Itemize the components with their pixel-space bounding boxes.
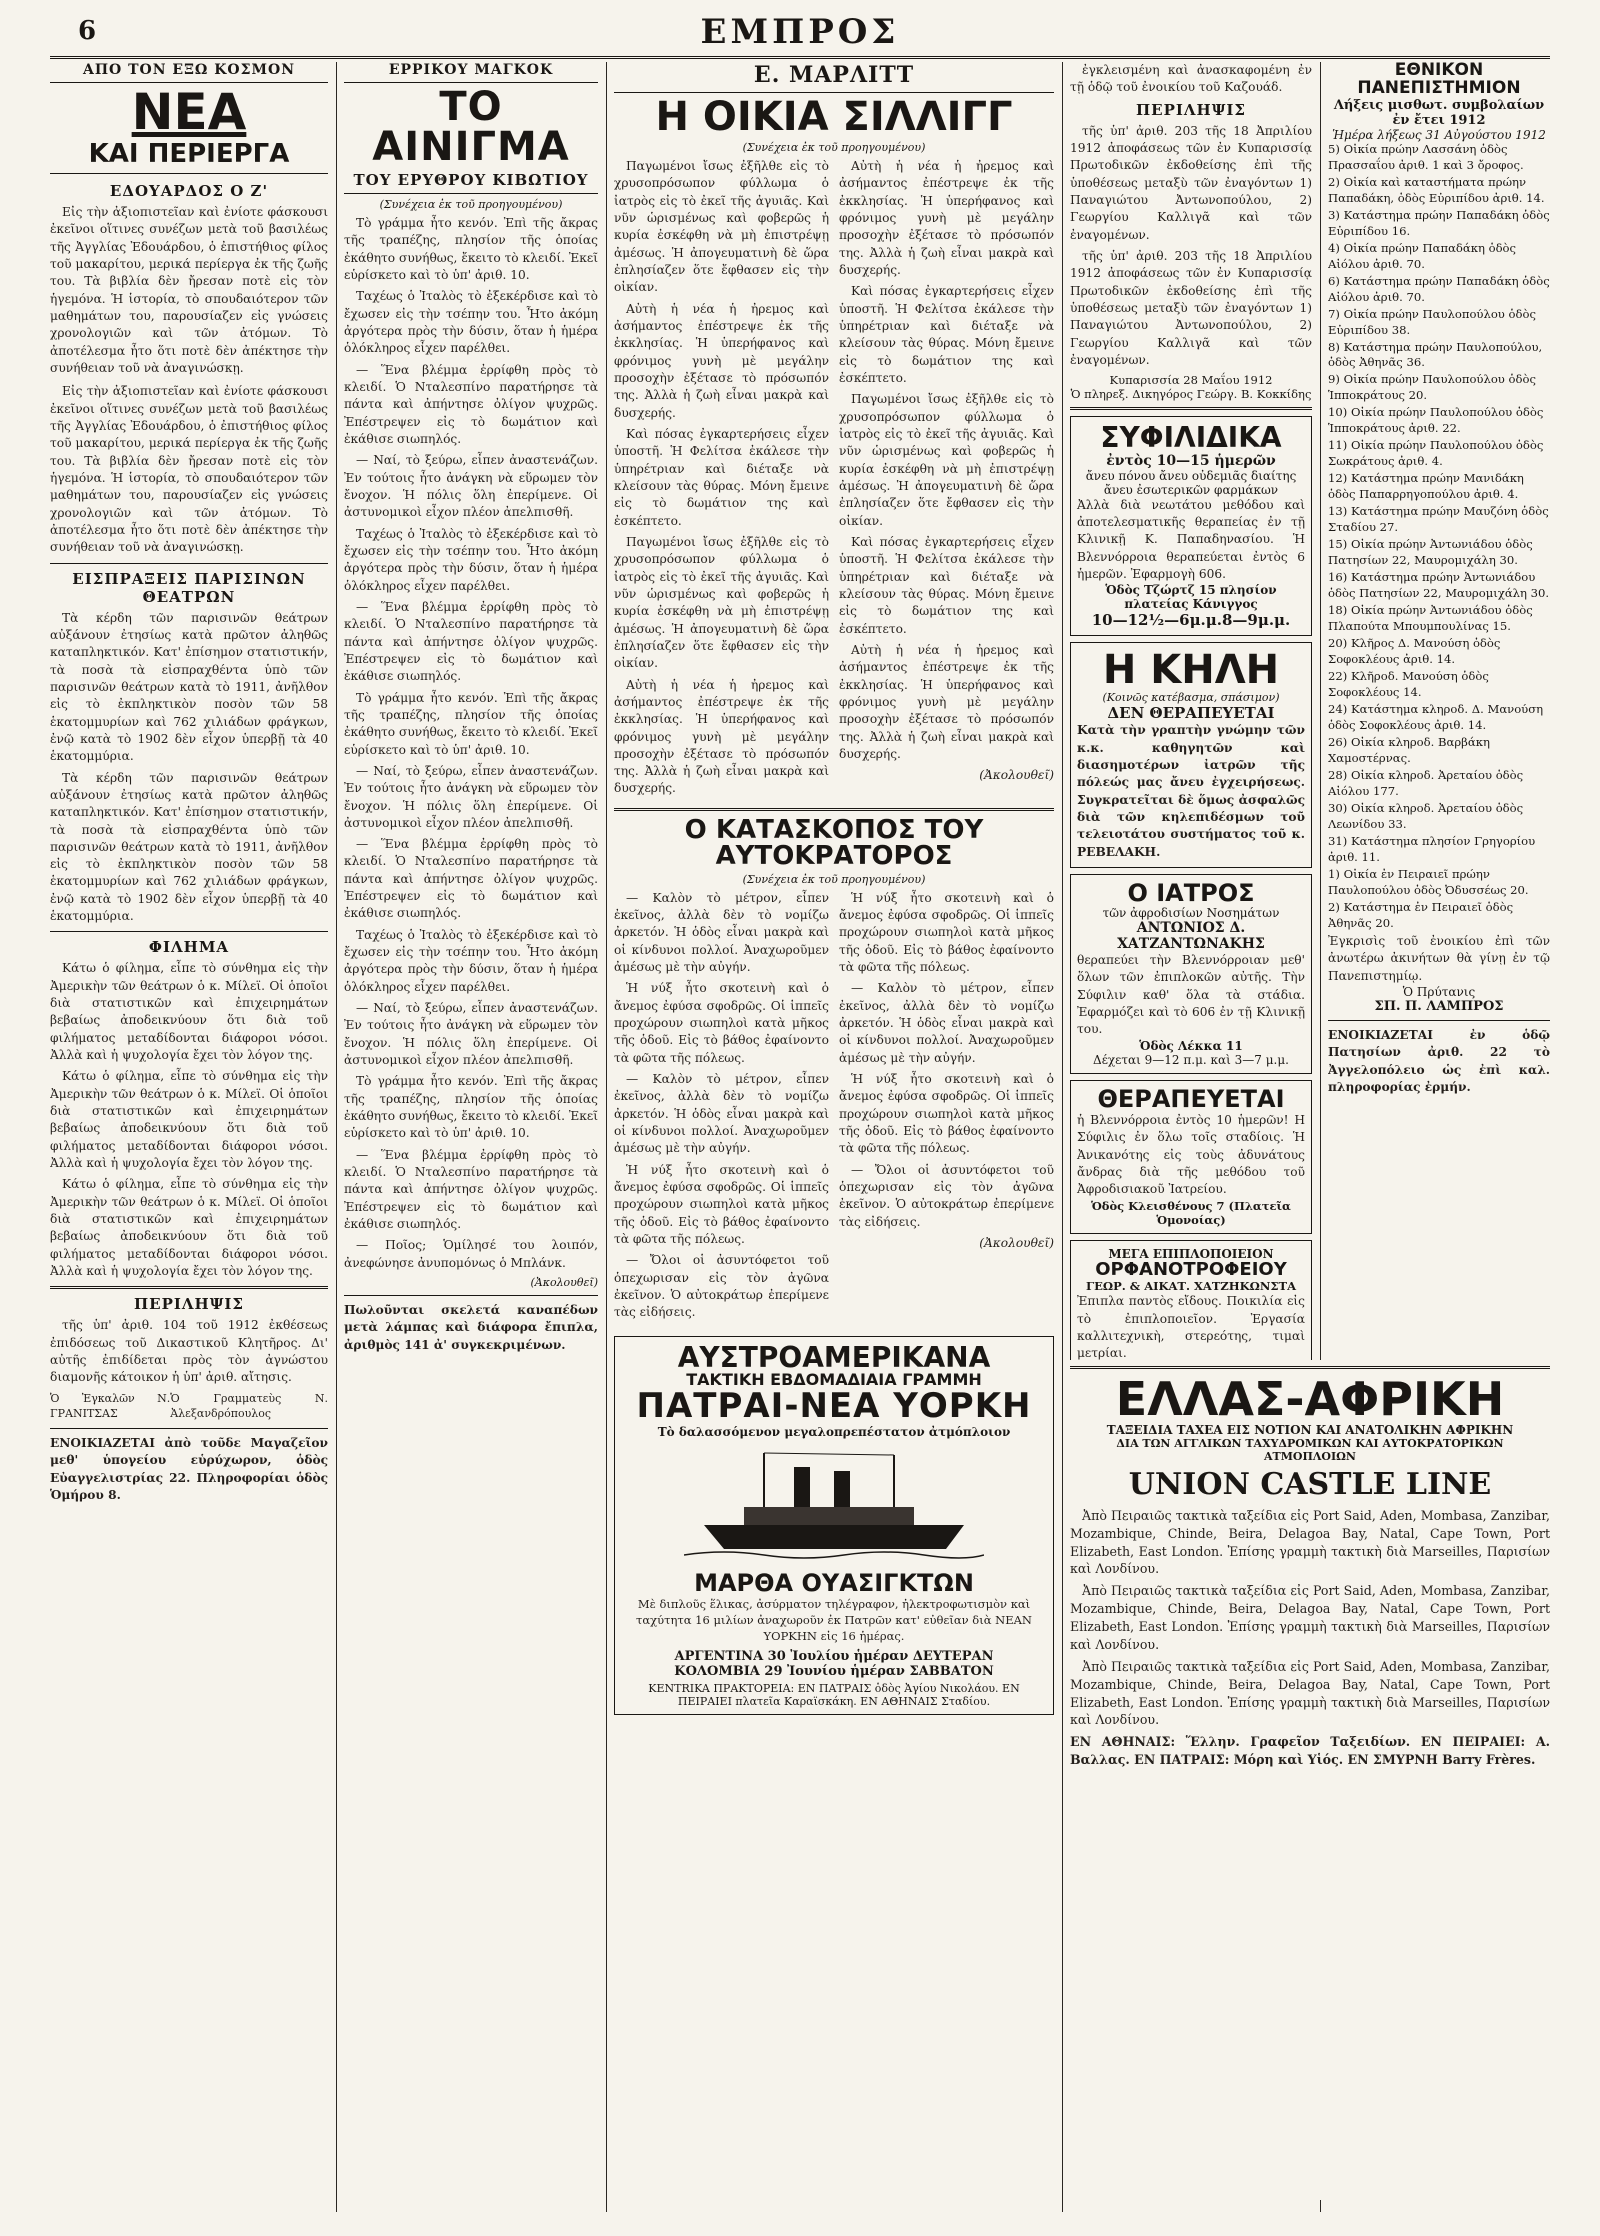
rent-notice: ΕΝΟΙΚΙΑΖΕΤΑΙ ἐν ὁδῷ Πατησίων ἀριθ. 22 τὸ Ἀγγελοπόλειο ὡς ἐπὶ καλ. πληροφορίας ἐρμήν. (1328, 1027, 1550, 1094)
lease-item: 7) Οἰκία πρώην Παυλοπούλου ὁδὸς Εὐριπίδου 38. (1328, 306, 1536, 337)
divider (344, 1295, 598, 1296)
column-serial-silligg (614, 62, 1054, 2212)
two-column-body (614, 890, 1054, 1326)
ad-agents: ΕΝ ΑΘΗΝΑΙΣ: Ἕλλην. Γραφεῖον Ταξειδίων. ΕΝ ΠΕΙΡΑΙΕΙ: Α. Βαλλας. ΕΝ ΠΑΤΡΑΙΣ: Μόρη καὶ Υἱός. ΕΝ ΣΜΥΡΝΗ Barry Frères. (1070, 1734, 1550, 1768)
ad-body: Ἐπιπλα παντὸς εἴδους. Ποικιλία εἰς τὸ ἐπιπλοποιεῖον. Ἐργασία καλλιτεχνικὴ, στερεότης, τιμαὶ μετρίαι. (1077, 1294, 1305, 1361)
to-be-continued: (Ἀκολουθεῖ) (979, 768, 1054, 783)
lease-item: 4) Οἰκία πρώην Παπαδάκη ὁδὸς Αἰόλου ἀριθ. 70. (1328, 240, 1517, 271)
lease-item: 6) Κατάστημα πρώην Παπαδάκη ὁδὸς Αἰόλου ἀριθ. 70. (1328, 273, 1550, 304)
ad-subtitle: (Κοινῶς κατέβασμα, σπάσιμον) (1102, 691, 1280, 705)
ad-austro-americana (614, 1336, 1054, 1715)
ad-cure (1070, 1080, 1312, 1234)
ad-body: Μὲ διπλοῦς ἕλικας, ἀσύρματον τηλέγραφον, ἠλεκτροφωτισμὸν καὶ ταχύτητα 16 μιλίων ἀναχωροῦν ἐκ Πατρῶν κατ' εὐθεῖαν διὰ ΝΕΑΝ ΥΟΡΚΗΝ εἰς 16 ἡμέρας. (636, 1596, 1032, 1644)
steamship-illustration (684, 1445, 984, 1565)
article-body: Τὰ κέρδη τῶν παρισινῶν θεάτρων αὐξάνουν ἐτησίως κατὰ πρῶτον ἀληθῶς καταπληκτικόν. Κατ' ἐπίσημον στατιστικήν, τὰ ποσὰ τὰ εἰσπραχθέντα ὑπὸ τῶν παρισινῶν θεάτρων κατὰ τὸ 1911, ἀνῆλθον εἰς τὸ ἐκπληκτικὸν ποσὸν τῶν 58 ἑκατομμυρίων καὶ 762 χιλιάδων φράγκων, ἐνῷ κατὰ τὸ 1902 δὲν εἶχον ὑπερβῇ τὰ 40 ἑκατομμύρια. (50, 610, 328, 764)
ad-title: ΘΕΡΑΠΕΥΕΤΑΙ (1097, 1084, 1285, 1113)
ad-doctor (1070, 874, 1312, 1074)
lease-item: 10) Οἰκία πρώην Παυλοπούλου ὁδὸς Ἱπποκράτους ἀριθ. 22. (1328, 405, 1544, 436)
lease-item: 8) Κατάστημα πρώην Παυλοπούλου, ὁδὸς Ἀθηνᾶς 36. (1328, 339, 1543, 370)
university-note: Ἐγκρισὶς τοῦ ἐνοικίου ἐπὶ τῶν ἀνωτέρω ἀκινήτων θὰ γίνῃ ἐν τῷ Πανεπιστημίῳ. (1328, 933, 1550, 983)
newspaper-name: ΕΜΠΡΟΣ (700, 12, 900, 52)
university-date: Ἡμέρα λήξεως 31 Αὐγούστου 1912 (1332, 127, 1546, 142)
lease-item: 28) Οἰκία κληροδ. Ἀρεταίου ὁδὸς Αἰόλου 177. (1328, 768, 1524, 799)
notice-body: τῆς ὑπ' ἀριθ. 203 τῆς 18 Ἀπριλίου 1912 ἀποφάσεως τῶν ἐν Κυπαρισσίᾳ Πρωτοδικῶν ἐκδοθείσης ἐπὶ τῆς ὑποθέσεως μεταξὺ τῶν ἐναγόντων 1) Παναγιώτου Ἀντωνοπούλου, 2) Γεωργίου Καλλιγᾶ καὶ τῶν ἐναγομένων. τῆς ὑπ' ἀριθ. 203 τῆς 18 Ἀπριλίου 1912 ἀποφάσεως τῶν ἐν Κυπαρισσίᾳ Πρωτοδικῶν ἐκδοθείσης ἐπὶ τῆς ὑποθέσεως μεταξὺ τῶν ἐναγόντων 1) Παναγιώτου Ἀντωνοπούλου, 2) Γεωργίου Καλλιγᾶ καὶ τῶν ἐναγομένων. (1070, 123, 1312, 367)
notice-top: ἐγκλεισμένη καὶ ἀνασκαφομένη ἐν τῇ ὁδῷ τοῦ ἐνοικίου τοῦ Καζουάδ. (1070, 63, 1312, 95)
ad-title: Η ΚΗΛΗ (1102, 647, 1280, 694)
doctor-name: ΑΝΤΩΝΙΟΣ Δ. ΧΑΤΖΑΝΤΩΝΑΚΗΣ (1117, 920, 1265, 953)
ad-title: Ο ΙΑΤΡΟΣ (1127, 878, 1255, 907)
lease-item: 2) Οἰκία καὶ καταστήματα πρώην Παπαδάκη, ὁδὸς Εὐριπίδου ἀριθ. 14. (1328, 174, 1545, 205)
article-body: Εἰς τὴν ἀξιοπιστεῖαν καὶ ἐνίοτε φάσκουσι ἐκεῖνοι οἵτινες συνέζων μετὰ τοῦ βασιλέως τῆς Ἀγγλίας Ἐδουάρδου, ὁ ἐπιστήθιος φίλος τοῦ μακαρίτου, μερικά περίεργα ἐκ τῆς ζωῆς του. Τὰ βιβλία δὲν ἤρεσαν ποτὲ εἰς τὸν ἡγεμόνα. Ἡ ἱστορία, τὸ σπουδαιότερον τῶν μαθημάτων του, παρουσίαζεν εἰς γνώσεις χρονολογιῶν καὶ τῶν ἀτόμων. Τὸ ἀποτέλεσμα ἦτο ὅτι ποτὲ δὲν ἀπέκτησε τὴν συνήθειαν τοῦ νὰ ἀναγινώσκῃ. (50, 205, 328, 375)
divider (1070, 1366, 1550, 1369)
ad-address: Ὁδὸς Τζώρτζ 15 πλησίον πλατείας Κάνιγγος (1105, 583, 1277, 612)
divider (1070, 407, 1312, 410)
ad-orphanage-furniture (1070, 1240, 1312, 1370)
serial-body-right: Αὐτὴ ἡ νέα ἡ ἠρεμος καὶ ἀσήμαντος ἐπέστρεψε ἐκ τῆς ἐκκλησίας. Ἡ ὑπερήφανος καὶ φρόνιμος γυνὴ μὲ μεγάλην προσοχὴν ἐξέτασε τὸ πρόσωπόν της. Ἀλλὰ ἡ ζωὴ εἶναι μακρὰ καὶ δυσχερής. Καὶ πόσας ἐγκαρτερήσεις εἶχεν ὑποστῆ. Ἡ Φελίτσα ἐκάλεσε τὴν ὑπηρέτριαν καὶ διέταξε νὰ κλείσουν τὰς θύρας. Μόνη ἔμεινε εἰς τὸ δωμάτιον της καὶ ἐσκέπτετο. Παγωμένοι ἴσως ἐξῆλθε εἰς τὸ χρυσοπρόσωπον φύλλωμα ὁ ἰατρὸς εἰς τὸ ἐκεῖ τῆς ἀγυιᾶς. Καὶ νῦν ὡρισμένως καὶ φοβερῶς ἡ κυρία ἐσκέφθη νὰ μὴ ἐπιστρέψῃ ἀμέσως. Ἡ ἀπογευματινὴ δὲ ὥρα ἐπλησίαζεν ὅτε ἔφθασεν εἰς τὴν οἰκίαν. Καὶ πόσας ἐγκαρτερήσεις εἶχεν ὑποστῆ. Ἡ Φελίτσα ἐκάλεσε τὴν ὑπηρέτριαν καὶ διέταξε νὰ κλείσουν τὰς θύρας. Μόνη ἔμεινε εἰς τὸ δωμάτιον της καὶ ἐσκέπτετο. Αὐτὴ ἡ νέα ἡ ἠρεμος καὶ ἀσήμαντος ἐπέστρεψε ἐκ τῆς ἐκκλησίας. Ἡ ὑπερήφανος καὶ φρόνιμος γυνὴ μὲ μεγάλην προσοχὴν ἐξέτασε τὸ πρόσωπόν της. Ἀλλὰ ἡ ζωὴ εἶναι μακρὰ καὶ δυσχερής. (Ἀκολουθεῖ) (839, 158, 1054, 802)
lease-item: 31) Κατάστημα πλησίον Γρηγορίου ἀριθ. 11. (1328, 834, 1536, 865)
departure-2: ΚΟΛΟΜΒΙΑ 29 Ἰουνίου ἡμέραν ΣΑΒΒΑΤΟΝ (674, 1663, 994, 1679)
lease-item: 20) Κλῆρος Δ. Μανούση ὁδὸς Σοφοκλέους ἀριθ. 14. (1328, 636, 1501, 667)
signature: Ὁ Ἐγκαλῶν Ν. ΓΡΑΝΙΤΣΑΣ (50, 1391, 171, 1421)
continued-note: (Συνέχεια ἐκ τοῦ προηγουμένου) (742, 872, 926, 886)
continued-note: (Συνέχεια ἐκ τοῦ προηγουμένου) (379, 198, 563, 211)
ad-hours: 10—12½—6μ.μ.8—9μ.μ. (1091, 611, 1291, 630)
serial-body: Τὸ γράμμα ἦτο κενόν. Ἐπὶ τῆς ἄκρας τῆς τραπέζης, πλησίον τῆς ὁποίας ἐκάθητο συνήθως, ἔκειτο τὸ κλειδί. Ἐκεῖ εὑρίσκετο καὶ τὸ ὑπ' ἀριθ. 10. Ταχέως ὁ Ἰταλὸς τὸ ἐξεκέρδισε καὶ τὸ ἔχωσεν εἰς τὴν τσέπην του. Ἦτο ἀκόμη ἀργότερα πρὸς τὴν δύσιν, ὅταν ἡ ἡμέρα ὁλόκληρος εἶχεν παρέλθει. — Ἕνα βλέμμα ἐρρίφθη πρὸς τὸ κλειδί. Ὁ Νταλεσπίνο παρατήρησε τὰ πάντα καὶ ἀπήντησε ὀλίγον ψυχρῶς. Ἐπέστρεψεν εἰς τὸ δωμάτιον καὶ ἐκάθισε σιωπηλός. — Ναί, τὸ ξεύρω, εἶπεν ἀναστενάζων. Ἐν τούτοις ἦτο ἀνάγκη νὰ εὕρωμεν τὸν ἔνοχον. Ἡ πόλις ὅλη ἐπερίμενε. Οἱ ἀστυνομικοὶ εἶχον πλέον ἀπελπισθῆ. Ταχέως ὁ Ἰταλὸς τὸ ἐξεκέρδισε καὶ τὸ ἔχωσεν εἰς τὴν τσέπην του. Ἦτο ἀκόμη ἀργότερα πρὸς τὴν δύσιν, ὅταν ἡ ἡμέρα ὁλόκληρος εἶχεν παρέλθει. — Ἕνα βλέμμα ἐρρίφθη πρὸς τὸ κλειδί. Ὁ Νταλεσπίνο παρατήρησε τὰ πάντα καὶ ἀπήντησε ὀλίγον ψυχρῶς. Ἐπέστρεψεν εἰς τὸ δωμάτιον καὶ ἐκάθισε σιωπηλός. Τὸ γράμμα ἦτο κενόν. Ἐπὶ τῆς ἄκρας τῆς τραπέζης, πλησίον τῆς ὁποίας ἐκάθητο συνήθως, ἔκειτο τὸ κλειδί. Ἐκεῖ εὑρίσκετο καὶ τὸ ὑπ' ἀριθ. 10. — Ναί, τὸ ξεύρω, εἶπεν ἀναστενάζων. Ἐν τούτοις ἦτο ἀνάγκη νὰ εὕρωμεν τὸν ἔνοχον. Ἡ πόλις ὅλη ἐπερίμενε. Οἱ ἀστυνομικοὶ εἶχον πλέον ἀπελπισθῆ. — Ἕνα βλέμμα ἐρρίφθη πρὸς τὸ κλειδί. Ὁ Νταλεσπίνο παρατήρησε τὰ πάντα καὶ ἀπήντησε ὀλίγον ψυχρῶς. Ἐπέστρεψεν εἰς τὸ δωμάτιον καὶ ἐκάθισε σιωπηλός. Ταχέως ὁ Ἰταλὸς τὸ ἐξεκέρδισε καὶ τὸ ἔχωσεν εἰς τὴν τσέπην του. Ἦτο ἀκόμη ἀργότερα πρὸς τὴν δύσιν, ὅταν ἡ ἡμέρα ὁλόκληρος εἶχεν παρέλθει. — Ναί, τὸ ξεύρω, εἶπεν ἀναστενάζων. Ἐν τούτοις ἦτο ἀνάγκη νὰ εὕρωμεν τὸν ἔνοχον. Ἡ πόλις ὅλη ἐπερίμενε. Οἱ ἀστυνομικοὶ εἶχον πλέον ἀπελπισθῆ. Τὸ γράμμα ἦτο κενόν. Ἐπὶ τῆς ἄκρας τῆς τραπέζης, πλησίον τῆς ὁποίας ἐκάθητο συνήθως, ἔκειτο τὸ κλειδί. Ἐκεῖ εὑρίσκετο καὶ τὸ ὑπ' ἀριθ. 10. — Ἕνα βλέμμα ἐρρίφθη πρὸς τὸ κλειδί. Ὁ Νταλεσπίνο παρατήρησε τὰ πάντα καὶ ἀπήντησε ὀλίγον ψυχρῶς. Ἐπέστρεψεν εἰς τὸ δωμάτιον καὶ ἐκάθισε σιωπηλός. — Ποῖος; Ὁμίλησέ του λοιπόν, ἀνεφώνησε ἀνυπομόνως ὁ Μπλάνκ. (344, 216, 598, 1270)
notice-date: Κυπαρισσία 28 Μαΐου 1912 (1109, 373, 1273, 388)
divider (1328, 1020, 1550, 1021)
shipping-line-name: UNION CASTLE LINE (1128, 1467, 1492, 1503)
lease-item: 13) Κατάστημα πρώην Μαυζόνη ὁδὸς Σταδίου 27. (1328, 504, 1549, 535)
article-title: ΕΔΟΥΑΡΔΟΣ Ο Ζ' (109, 182, 269, 200)
article-body: Κάτω ὁ φίλημα, εἶπε τὸ σύνθημα εἰς τὴν Ἀμερικὴν τῶν θεάτρων ὁ κ. Μίλεϊ. Οἱ ὁποῖοι διὰ στατιστικῶν καὶ ἐπιχειρημάτων βεβαίως ἀποδεικνύουν ὅτι διὰ τοῦ φιλήματος μεταδίδονται διάφοροι νόσοι. Ἀλλὰ καὶ ἡ ψυχολογία ἔχει τὸν λόγον της. (50, 961, 328, 1063)
serial-body-left: — Καλὸν τὸ μέτρον, εἶπεν ἐκεῖνος, ἀλλὰ δὲν τὸ νομίζω ἀρκετόν. Ἡ ὁδὸς εἶναι μακρὰ καὶ οἱ κίνδυνοι πολλοί. Ἀναχωροῦμεν ἀμέσως μὲ τὴν αὐγήν. Ἡ νύξ ἦτο σκοτεινὴ καὶ ὁ ἄνεμος ἐφύσα σφοδρῶς. Οἱ ἱππεῖς προχώρουν σιωπηλοὶ κατὰ μῆκος τῆς ὁδοῦ. Εἰς τὸ βάθος ἐφαίνοντο τὰ φῶτα τῆς πόλεως. — Καλὸν τὸ μέτρον, εἶπεν ἐκεῖνος, ἀλλὰ δὲν τὸ νομίζω ἀρκετόν. Ἡ ὁδὸς εἶναι μακρὰ καὶ οἱ κίνδυνοι πολλοί. Ἀναχωροῦμεν ἀμέσως μὲ τὴν αὐγήν. Ἡ νύξ ἦτο σκοτεινὴ καὶ ὁ ἄνεμος ἐφύσα σφοδρῶς. Οἱ ἱππεῖς προχώρουν σιωπηλοὶ κατὰ μῆκος τῆς ὁδοῦ. Εἰς τὸ βάθος ἐφαίνοντο τὰ φῶτα τῆς πόλεως. — Ὄλοι οἱ ἀσυντόφετοι τοῦ ὁπεχωρισαν εἰς τὸν ἀγῶνα ἐκεῖνον. Ὁ αὐτοκράτωρ ἐπερίμενε τὰς εἰδήσεις. (614, 890, 829, 1320)
lease-item: 12) Κατάστημα πρώην Μανιδάκη ὁδὸς Παπαρρηγοπούλου ἀριθ. 4. (1328, 471, 1524, 502)
ad-kicker: ΜΕΓΑ ΕΠΙΠΛΟΠΟΙΕΙΟΝ (1108, 1246, 1274, 1261)
notice-body: τῆς ὑπ' ἀριθ. 104 τοῦ 1912 ἐκθέσεως ἐπιδόσεως τοῦ Δικαστικοῦ Κλητῆρος. Δι' αὐτῆς ἐπιδίδεται πρὸς τὸν ἀγνώστου διαμονῆς κάτοικον ἡ ὑπ' ἀριθ. αἴτησις. (50, 1318, 328, 1385)
section-kicker: ΑΠΟ ΤΟΝ ΕΞΩ ΚΟΣΜΟΝ (50, 62, 328, 83)
lease-item: 9) Οἰκία πρώην Παυλοπούλου ὁδὸς Ἱπποκράτους 20. (1328, 372, 1536, 403)
ad-tagline: Τὸ δαλασσόμενον μεγαλοπρεπέστατον ἀτμόπλοιον (657, 1424, 1011, 1439)
column-university (1328, 62, 1550, 1352)
ad-ellas-africa (1070, 1360, 1550, 2200)
ad-body: Ἀλλὰ διὰ νεωτάτου μεθόδου καὶ ἀποτελεσματικῆς θεραπείας ἐν τῇ Κλινικῇ Κ. Παπαδηνασίου. Ἡ Βλεννόρροια θεραπεύεται ἐντὸς 6 ἡμερῶν. Ἐφαρμογὴ 606. (1077, 497, 1305, 581)
divider (614, 808, 1054, 811)
lease-item: 1) Οἰκία ἐν Πειραιεῖ πρώην Παυλοπούλου ὁδὸς Ὀδυσσέως 20. (1328, 867, 1529, 897)
rent-notice: ΕΝΟΙΚΙΑΖΕΤΑΙ ἀπὸ τοῦδε Μαγαζεῖον μεθ' ὑπογείου εὑρύχωρον, ὁδὸς Εὐαγγελιστρίας 22. Πληροφορίαι ὁδὸς Ὁμήρου 8. (50, 1435, 328, 1502)
ad-line: ἐντὸς 10—15 ἡμερῶν (1106, 452, 1276, 469)
ad-agency: KENTRIKA ΠΡΑΚΤΟΡΕΙΑ: ΕΝ ΠΑΤΡΑΙΣ ὁδὸς Ἀγίου Νικολάου. ΕΝ ΠΕΙΡΑΙΕΙ πλατεῖα Καραϊσκάκη. ΕΝ ΑΘΗΝΑΙΣ Σταδίου. (648, 1681, 1020, 1708)
notice-title: ΠΕΡΙΛΗΨΙΣ (133, 1295, 245, 1314)
article-body: Κάτω ὁ φίλημα, εἶπε τὸ σύνθημα εἰς τὴν Ἀμερικὴν τῶν θεάτρων ὁ κ. Μίλεϊ. Οἱ ὁποῖοι διὰ στατιστικῶν καὶ ἐπιχειρημάτων βεβαίως ἀποδεικνύουν ὅτι διὰ τοῦ φιλήματος μεταδίδονται διάφοροι νόσοι. Ἀλλὰ καὶ ἡ ψυχολογία ἔχει τὸν λόγον της. (50, 1069, 328, 1171)
column-rule (336, 62, 337, 2212)
lease-item: 22) Κλῆροδ. Μανούση ὁδὸς Σοφοκλέους 14. (1328, 669, 1489, 700)
ad-address: Ὁδὸς Λέκκα 11 (1139, 1038, 1243, 1053)
ad-subtitle: ΔΙΑ ΤΩΝ ΑΓΓΛΙΚΩΝ ΤΑΧΥΔΡΟΜΙΚΩΝ ΚΑΙ ΑΥΤΟΚΡΑΤΟΡΙΚΩΝ ΑΤΜΟΠΛΟΙΩΝ (1116, 1437, 1504, 1464)
lease-item: 15) Οἰκία πρώην Ἀντωνιάδου ὁδὸς Πατησίων 22, Μαυρομιχάλη 30. (1328, 537, 1533, 568)
ad-line: ΔΕΝ ΘΕΡΑΠΕΥΕΤΑΙ (1107, 704, 1275, 723)
ad-line: ἄνευ πόνου ἄνευ οὐδεμιᾶς διαίτης ἄνευ ἐσωτερικῶν φαρμάκων (1085, 468, 1297, 497)
ad-subtitle: ΤΑΞΕΙΔΙΑ ΤΑΧΕΑ ΕΙΣ ΝΟΤΙΟΝ ΚΑΙ ΑΝΑΤΟΛΙΚΗΝ ΑΦΡΙΚΗΝ (1106, 1423, 1514, 1438)
ad-syphilis (1070, 416, 1312, 636)
page-number: 6 (78, 16, 97, 46)
article-title: ΦΙΛΗΜΑ (148, 938, 230, 957)
signature-title: Ὁ Πρύτανις (1402, 984, 1476, 999)
masthead (50, 10, 1550, 59)
ad-route: ΠΑΤΡΑΙ-ΝΕΑ ΥΟΡΚΗ (636, 1385, 1032, 1426)
ad-hours: Δέχεται 9—12 π.μ. καὶ 3—7 μ.μ. (1093, 1052, 1289, 1067)
author-kicker: ΕΡΡΙΚΟΥ ΜΑΓΚΟΚ (344, 62, 598, 83)
ad-title: ΑΥΣΤΡΟΑΜΕΡΙΚΑΝΑ (677, 1340, 991, 1374)
signature: Ὁ Γραμματεὺς Ν. Ἀλεξανδρόπουλος (170, 1391, 328, 1421)
lease-item: 5) Οἰκία πρώην Λασσάνη ὁδὸς Πρασσαΐου ἀριθ. 1 καὶ 3 ὄροφος. (1328, 141, 1524, 172)
ad-body: Ἀπὸ Πειραιῶς τακτικὰ ταξείδια εἰς Port Said, Aden, Mombasa, Zanzibar, Mozambique, Chinde, Beira, Delagoa Bay, Natal, Cape Town, Port Elizabeth, East London. Ἐπίσης γραμμὴ τακτικὴ διὰ Marseilles, Παρισίων καὶ Λονδίνου. Ἀπὸ Πειραιῶς τακτικὰ ταξείδια εἰς Port Said, Aden, Mombasa, Zanzibar, Mozambique, Chinde, Beira, Delagoa Bay, Natal, Cape Town, Port Elizabeth, East London. Ἐπίσης γραμμὴ τακτικὴ διὰ Marseilles, Παρισίων καὶ Λονδίνου. Ἀπὸ Πειραιῶς τακτικὰ ταξείδια εἰς Port Said, Aden, Mombasa, Zanzibar, Mozambique, Chinde, Beira, Delagoa Bay, Natal, Cape Town, Port Elizabeth, East London. Ἐπίσης γραμμὴ τακτικὴ διὰ Marseilles, Παρισίων καὶ Λονδίνου. (1070, 1507, 1550, 1728)
university-subtitle: Λήξεις μισθωτ. συμβολαίων ἐν ἔτει 1912 (1333, 97, 1545, 128)
lease-item: 30) Οἰκία κληροδ. Ἀρεταίου ὁδὸς Λεωνίδου 33. (1328, 801, 1524, 832)
divider (50, 1428, 328, 1429)
ad-title: ΣΥΦΙΛΙΔΙΚΑ (1100, 421, 1282, 455)
ad-subtitle: τῶν ἀφροδισίων Νοσημάτων (1102, 906, 1280, 921)
ad-body: θεραπεύει τὴν Βλεννόρροιαν μεθ' ὅλων τῶν ἐπιπλοκῶν αὐτῆς. Τὴν Σύφιλιν καθ' ὅλα τὰ στάδια. Ἐφαρμόζει καὶ τὸ 606 ἐν τῇ Κλινικῇ του. (1077, 953, 1305, 1037)
ad-title: ΕΛΛΑΣ-ΑΦΡΙΚΗ (1115, 1372, 1505, 1426)
column-rule (606, 62, 607, 2212)
lease-item: 11) Οἰκία πρώην Παυλοπούλου ὁδὸς Σωκράτους ἀριθ. 4. (1328, 438, 1544, 469)
ad-body: ἡ Βλεννόρροια ἐντὸς 10 ἡμερῶν! Η Σύφιλις ἐν ὅλω τοῖς σταδίοις. Ἡ Ἀνικανότης εἰς τοὺς ἀδυνάτους ἄνδρας διὰ τῆς μεθόδου τοῦ Ἀφροδισιακοῦ Ἰατρείου. (1077, 1112, 1305, 1197)
headline-nea: ΝΕΑ (131, 83, 247, 141)
ad-title: ΟΡΦΑΝΟΤΡΟΦΕΙΟΥ (1095, 1258, 1287, 1280)
article-title: ΕΙΣΠΡΑΞΕΙΣ ΠΑΡΙΣΙΝΩΝ ΘΕΑΤΡΩΝ (72, 569, 306, 606)
signature-name: ΣΠ. Π. ΛΑΜΠΡΟΣ (1374, 998, 1504, 1014)
lease-item: 24) Κατάστημα κληροδ. Δ. Μανούση ὁδὸς Σοφοκλέους ἀριθ. 14. (1328, 702, 1544, 733)
lease-item: 18) Οἰκία πρώην Ἀντωνιάδου ὁδὸς Πλαπούτα Μπουμπουλίνας 15. (1328, 603, 1533, 634)
divider (50, 931, 328, 932)
column-serial-enigma (344, 62, 598, 2212)
article-body: Κάτω ὁ φίλημα, εἶπε τὸ σύνθημα εἰς τὴν Ἀμερικὴν τῶν θεάτρων ὁ κ. Μίλεϊ. Οἱ ὁποῖοι διὰ στατιστικῶν καὶ ἐπιχειρημάτων βεβαίως ἀποδεικνύουν ὅτι διὰ τοῦ φιλήματος μεταδίδονται διάφοροι νόσοι. Ἀλλὰ καὶ ἡ ψυχολογία ἔχει τὸν λόγον της. (50, 1177, 328, 1279)
continued-note: (Συνέχεια ἐκ τοῦ προηγουμένου) (742, 141, 926, 154)
lease-item: 16) Κατάστημα πρώην Ἀντωνιάδου ὁδὸς Πατησίων 22, Μαυρομιχάλη 30. (1328, 570, 1550, 601)
ship-name: ΜΑΡΘΑ ΟΥΑΣΙΓΚΤΩΝ (694, 1568, 974, 1597)
serial-title-spy: Ο ΚΑΤΑΣΚΟΠΟΣ ΤΟΥ ΑΥΤΟΚΡΑΤΟΡΟΣ (684, 814, 984, 871)
author-kicker: Ε. ΜΑΡΛΙΤΤ (614, 62, 1054, 93)
article-body: Εἰς τὴν ἀξιοπιστεῖαν καὶ ἐνίοτε φάσκουσι ἐκεῖνοι οἵτινες συνέζων μετὰ τοῦ βασιλέως τῆς Ἀγγλίας Ἐδουάρδου, ὁ ἐπιστήθιος φίλος τοῦ μακαρίτου, μερικά περίεργα ἐκ τῆς ζωῆς του. Τὰ βιβλία δὲν ἤρεσαν ποτὲ εἰς τὸν ἡγεμόνα. Ἡ ἱστορία, τὸ σπουδαιότερον τῶν μαθημάτων του, παρουσίαζεν εἰς γνώσεις χρονολογιῶν καὶ τῶν ἀτόμων. Τὸ ἀποτέλεσμα ἦτο ὅτι ποτὲ δὲν ἀπέκτησε τὴν συνήθειαν τοῦ νὰ ἀναγινώσκῃ. (50, 384, 328, 555)
divider (50, 1286, 328, 1289)
departure-1: ΑΡΓΕΝΤΙΝΑ 30 Ἰουλίου ἡμέραν ΔΕΥΤΕΡΑΝ (674, 1648, 994, 1664)
serial-subtitle: ΤΟΥ ΕΡΥΘΡΟΥ ΚΙΒΩΤΙΟΥ (344, 171, 598, 194)
to-be-continued: (Ἀκολουθεῖ) (979, 1236, 1054, 1251)
lease-item: 3) Κατάστημα πρώην Παπαδάκη ὁδὸς Εὐριπίδου 16. (1328, 207, 1550, 238)
ad-address: Ὁδὸς Κλεισθένους 7 (Πλατεῖα Ὁμονοίας) (1091, 1198, 1291, 1227)
ad-hernia (1070, 642, 1312, 868)
article-body: Τὰ κέρδη τῶν παρισινῶν θεάτρων αὐξάνουν ἐτησίως κατὰ πρῶτον ἀληθῶς καταπληκτικόν. Κατ' ἐπίσημον στατιστικήν, τὰ ποσὰ τὰ εἰσπραχθέντα ὑπὸ τῶν παρισινῶν θεάτρων κατὰ τὸ 1911, ἀνῆλθον εἰς τὸ ἐκπληκτικὸν ποσὸν τῶν 58 ἑκατομμυρίων καὶ 762 χιλιάδων φράγκων, ἐνῷ κατὰ τὸ 1902 δὲν εἶχον ὑπερβῇ τὰ 40 ἑκατομμύρια. (50, 770, 328, 924)
serial-title: Η ΟΙΚΙΑ ΣΙΛΛΙΓΓ (655, 94, 1013, 140)
serial-body-right: Ἡ νύξ ἦτο σκοτεινὴ καὶ ὁ ἄνεμος ἐφύσα σφοδρῶς. Οἱ ἱππεῖς προχώρουν σιωπηλοὶ κατὰ μῆκος τῆς ὁδοῦ. Εἰς τὸ βάθος ἐφαίνοντο τὰ φῶτα τῆς πόλεως. — Καλὸν τὸ μέτρον, εἶπεν ἐκεῖνος, ἀλλὰ δὲν τὸ νομίζω ἀρκετόν. Ἡ ὁδὸς εἶναι μακρὰ καὶ οἱ κίνδυνοι πολλοί. Ἀναχωροῦμεν ἀμέσως μὲ τὴν αὐγήν. Ἡ νύξ ἦτο σκοτεινὴ καὶ ὁ ἄνεμος ἐφύσα σφοδρῶς. Οἱ ἱππεῖς προχώρουν σιωπηλοὶ κατὰ μῆκος τῆς ὁδοῦ. Εἰς τὸ βάθος ἐφαίνοντο τὰ φῶτα τῆς πόλεως. — Ὄλοι οἱ ἀσυντόφετοι τοῦ ὁπεχωρισαν εἰς τὸν ἀγῶνα ἐκεῖνον. Ὁ αὐτοκράτωρ ἐπερίμενε τὰς εἰδήσεις. (Ἀκολουθεῖ) (839, 890, 1054, 1326)
subheadline: ΚΑΙ ΠΕΡΙΕΡΓΑ (50, 141, 328, 174)
divider (50, 563, 328, 564)
ad-subtitle: ΤΑΚΤΙΚΗ ΕΒΔΟΜΑΔΙΑΙΑ ΓΡΑΜΜΗ (686, 1370, 982, 1390)
notice-signatures (50, 1391, 328, 1422)
university-title: ΕΘΝΙΚΟΝ ΠΑΝΕΠΙΣΤΗΜΙΟΝ (1357, 62, 1521, 98)
to-be-continued: (Ἀκολουθεῖ) (530, 1276, 598, 1290)
ad-owner: ΓΕΩΡ. & ΑΙΚΑΤ. ΧΑΤΖΗΚΩΝΣΤΑ (1085, 1279, 1296, 1294)
sale-notice: Πωλοῦνται σκελετά καναπέδων μετὰ λάμπας καὶ διάφορα ἔπιπλα, ἀριθμὸς 141 ἀ' συγκεκριμένων. (344, 1303, 598, 1352)
lease-item: 26) Οἰκία κληροδ. Βαρβάκη Χαμοστέρνας. (1328, 735, 1490, 766)
ad-body: Κατὰ τὴν γραπτὴν γνώμην τῶν κ.κ. καθηγητῶν καὶ διασημοτέρων ἰατρῶν τῆς πόλεώς μας ἄνευ ἐγχειρήσεως. Συγκρατεῖται δὲ ὅμως ἀσφαλῶς διὰ τῶν κηλεπιδέσμων τοῦ τελειοτάτου συστήματος τοῦ κ. ΡΕΒΕΛΑΚΗ. (1077, 723, 1305, 859)
serial-body-left: Παγωμένοι ἴσως ἐξῆλθε εἰς τὸ χρυσοπρόσωπον φύλλωμα ὁ ἰατρὸς εἰς τὸ ἐκεῖ τῆς ἀγυιᾶς. Καὶ νῦν ὡρισμένως καὶ φοβερῶς ἡ κυρία ἐσκέφθη νὰ μὴ ἐπιστρέψῃ ἀμέσως. Ἡ ἀπογευματινὴ δὲ ὥρα ἐπλησίαζεν ὅτε ἔφθασεν εἰς τὴν οἰκίαν. Αὐτὴ ἡ νέα ἡ ἠρεμος καὶ ἀσήμαντος ἐπέστρεψε ἐκ τῆς ἐκκλησίας. Ἡ ὑπερήφανος καὶ φρόνιμος γυνὴ μὲ μεγάλην προσοχὴν ἐξέτασε τὸ πρόσωπόν της. Ἀλλὰ ἡ ζωὴ εἶναι μακρὰ καὶ δυσχερής. Καὶ πόσας ἐγκαρτερήσεις εἶχεν ὑποστῆ. Ἡ Φελίτσα ἐκάλεσε τὴν ὑπηρέτριαν καὶ διέταξε νὰ κλείσουν τὰς θύρας. Μόνη ἔμεινε εἰς τὸ δωμάτιον της καὶ ἐσκέπτετο. Παγωμένοι ἴσως ἐξῆλθε εἰς τὸ χρυσοπρόσωπον φύλλωμα ὁ ἰατρὸς εἰς τὸ ἐκεῖ τῆς ἀγυιᾶς. Καὶ νῦν ὡρισμένως καὶ φοβερῶς ἡ κυρία ἐσκέφθη νὰ μὴ ἐπιστρέψῃ ἀμέσως. Ἡ ἀπογευματινὴ δὲ ὥρα ἐπλησίαζεν ὅτε ἔφθασεν εἰς τὴν οἰκίαν. Αὐτὴ ἡ νέα ἡ ἠρεμος καὶ ἀσήμαντος ἐπέστρεψε ἐκ τῆς ἐκκλησίας. Ἡ ὑπερήφανος καὶ φρόνιμος γυνὴ μὲ μεγάλην προσοχὴν ἐξέτασε τὸ πρόσωπόν της. Ἀλλὰ ἡ ζωὴ εἶναι μακρὰ καὶ δυσχερής. (614, 159, 829, 796)
lease-list (1328, 142, 1550, 932)
column-rule (1062, 62, 1063, 2212)
two-column-body (614, 158, 1054, 802)
lease-item: 2) Κατάστημα ἐν Πειραιεῖ ὁδὸς Ἀθηνᾶς 20. (1328, 899, 1514, 930)
column-world-news (50, 62, 328, 2212)
notice-signature: Ὁ πληρεξ. Δικηγόρος Γεώργ. Β. Κοκκίδης (1070, 387, 1312, 402)
notice-title: ΠΕΡΙΛΗΨΙΣ (1135, 100, 1247, 119)
serial-title: ΤΟ ΑΙΝΙΓΜΑ (372, 84, 570, 170)
